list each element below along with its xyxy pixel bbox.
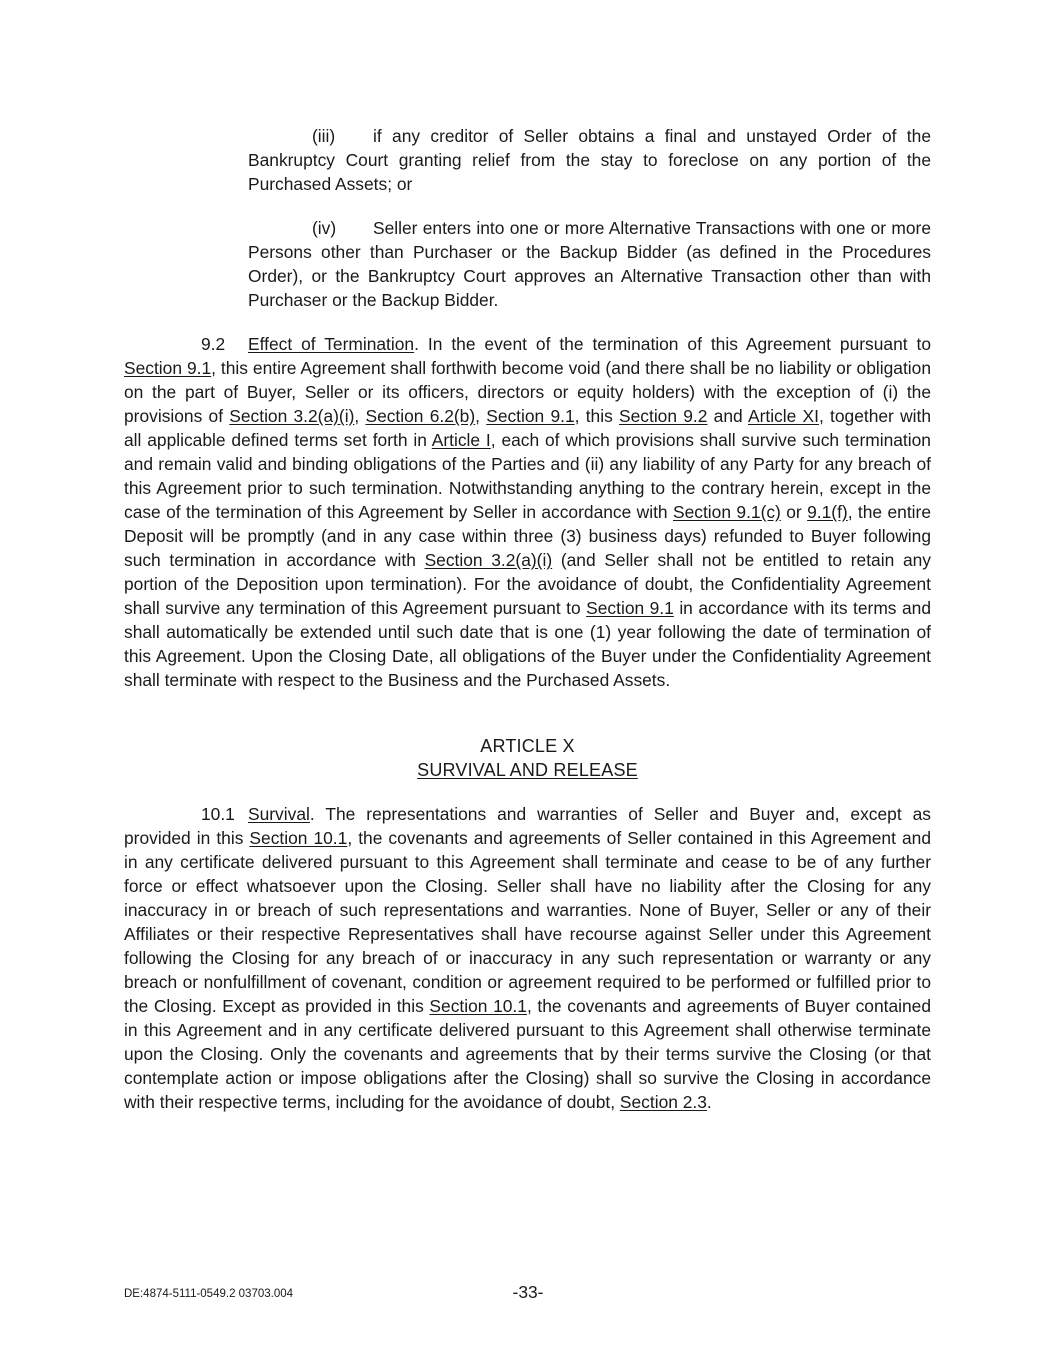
cross-reference-link[interactable]: 9.1(f) <box>807 502 848 522</box>
cross-reference-link[interactable]: Section 2.3 <box>619 1092 707 1112</box>
section-9-2-text: in accordance with its terms and shall automatically be extended until such date that is one (1) year following the date of termination of this Agreement. Upon the Closing Date, all obligations of the Buyer under the Confidentiality Agreement shall terminate with respect to the Business and the Purchased Assets. <box>124 598 931 690</box>
section-9-2-text: (and Seller shall not be entitled to retain any portion of the Deposition upon termination). For the avoidance of doubt, the Confidentiality Agreement shall survive any termination of this Agreement pursuant to <box>124 550 931 618</box>
section-9-2-text: , this entire Agreement shall forthwith become void (and there shall be no liability or obligation on the part of Buyer, Seller or its officers, directors or equity holders) with the exception of (i) the provisions of <box>124 358 931 426</box>
section-9-2-text: or <box>780 502 808 522</box>
cross-reference-link[interactable]: Section 9.1(c) <box>673 502 781 522</box>
cross-reference-link[interactable]: Section 9.1 <box>586 598 674 618</box>
section-9-2-paragraph <box>124 332 931 692</box>
section-9-2-number: 9.2 <box>201 334 226 354</box>
section-9-2-text: , <box>475 406 487 426</box>
clause-iii <box>248 124 931 196</box>
cross-reference-link[interactable]: Section 3.2(a)(i) <box>424 550 553 570</box>
clause-iii-number: (iii) <box>312 126 336 146</box>
clause-iv-number: (iv) <box>312 218 337 238</box>
section-10-1-text: , the covenants and agreements of Seller contained in this Agreement and in any certificate delivered pursuant to this Agreement shall terminate and cease to be of any further force or effect whatsoever upon the Closing. Seller shall have no liability after the Closing for any inaccuracy in or breach of such representations and warranties. None of Buyer, Seller or any of their Affiliates or their respective Representatives shall have recourse against Seller under this Agreement following the Closing for any breach of or inaccuracy in any such representation or warranty or any breach or nonfulfillment of covenant, condition or agreement required to be performed or fulfilled prior to the Closing. Except as provided in this <box>124 828 931 1016</box>
clause-iv <box>248 216 931 312</box>
section-9-2-text: , the entire Deposit will be promptly (and in any case within three (3) business days) refunded to Buyer following such termination in accordance with <box>124 502 931 570</box>
section-9-2-text: , <box>354 406 366 426</box>
footer-page-number: -33- <box>512 1282 544 1302</box>
cross-reference-link[interactable]: Section 6.2(b) <box>365 406 476 426</box>
cross-reference-link[interactable]: Section 9.1 <box>486 406 575 426</box>
cross-reference-link[interactable]: Section 9.2 <box>619 406 708 426</box>
section-9-2-text: , each of which provisions shall survive such termination and remain valid and binding obligations of the Parties and (ii) any liability of any Party for any breach of this Agreement prior to such termination. Notwithstanding anything to the contrary herein, except in the case of the termination of this Agreement by Seller in accordance with <box>124 430 931 522</box>
section-10-1-paragraph <box>124 802 931 1114</box>
cross-reference-link[interactable]: Section 10.1 <box>249 828 348 848</box>
article-subtitle <box>124 758 931 782</box>
section-10-1-text: , the covenants and agreements of Buyer contained in this Agreement and in any certificate delivered pursuant to this Agreement shall otherwise terminate upon the Closing. Only the covenants and agreements that by their terms survive the Closing (or that contemplate action or impose obligations after the Closing) shall so survive the Closing in accordance with their respective terms, including for the avoidance of doubt, <box>124 996 932 1112</box>
clause-iii-text: if any creditor of Seller obtains a final and unstayed Order of the Bankruptcy Court granting relief from the stay to foreclose on any portion of the Purchased Assets; or <box>248 126 931 194</box>
section-10-1-text: . <box>706 1092 712 1112</box>
section-10-1-number: 10.1 <box>201 804 235 824</box>
section-9-2-text: , this <box>574 406 620 426</box>
section-9-2-text: , together with all applicable defined terms set forth in <box>124 406 931 450</box>
cross-reference-link[interactable]: Section 3.2(a)(i) <box>229 406 355 426</box>
section-10-1-heading: Survival <box>248 804 310 824</box>
footer-document-code: DE:4874-5111-0549.2 03703.004 <box>124 1288 294 1300</box>
article-title: ARTICLE X <box>480 736 575 756</box>
article-subtitle-text: SURVIVAL AND RELEASE <box>417 760 638 780</box>
cross-reference-link[interactable]: Section 10.1 <box>429 996 527 1016</box>
clause-iv-text: Seller enters into one or more Alternative Transactions with one or more Persons other than Purchaser or the Backup Bidder (as defined in the Procedures Order), or the Bankruptcy Court approves an Alternative Transaction other than with Purchaser or the Backup Bidder. <box>248 218 931 310</box>
cross-reference-link[interactable]: Section 9.1 <box>124 358 212 378</box>
section-10-1-text: . The representations and warranties of Seller and Buyer and, except as provided in this <box>124 804 931 848</box>
section-9-2-heading: Effect of Termination <box>248 334 415 354</box>
cross-reference-link[interactable]: Article I <box>431 430 491 450</box>
section-9-2-text: . In the event of the termination of this Agreement pursuant to <box>414 334 932 354</box>
cross-reference-link[interactable]: Article XI <box>747 406 819 426</box>
section-9-2-text: and <box>707 406 748 426</box>
